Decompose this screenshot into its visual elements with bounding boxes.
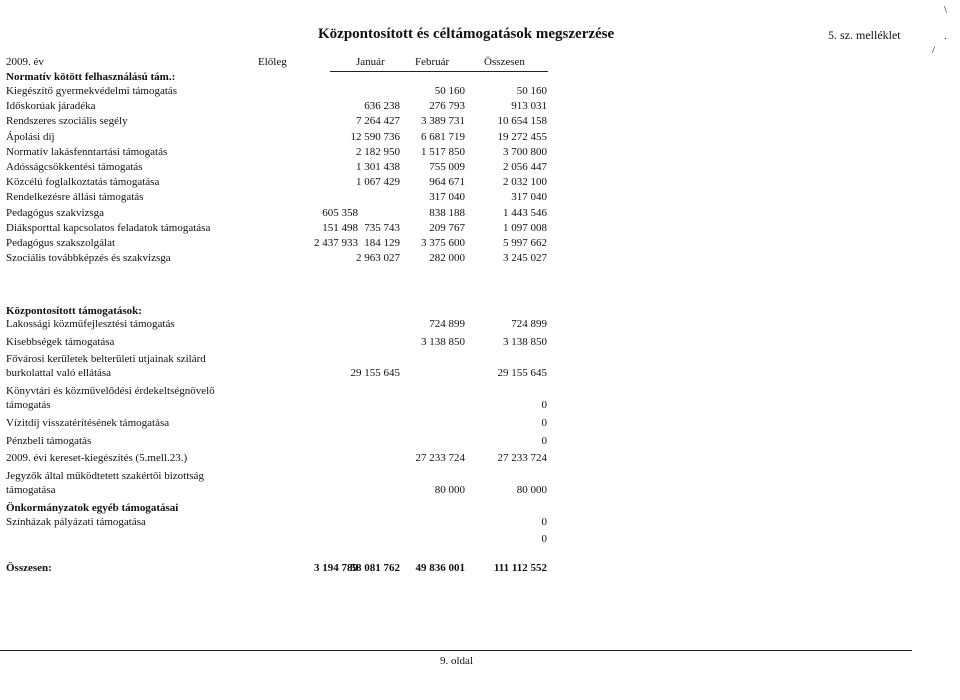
row-label: Könyvtári és közművelődési érdekeltségnövelő (6, 385, 215, 397)
cell-eloleg: 151 498 (322, 221, 358, 234)
cell-februar: 209 767 (429, 221, 465, 234)
section-title: Önkormányzatok egyéb támogatásai (6, 502, 179, 514)
cell-osszesen: 317 040 (511, 191, 547, 204)
row-label: Szociális továbbképzés és szakvizsga (6, 252, 171, 265)
cell-osszesen: 3 138 850 (503, 335, 547, 348)
cell-osszesen: 29 155 645 (497, 367, 547, 379)
cell-februar: 724 899 (429, 318, 465, 330)
cell-februar: 964 671 (429, 176, 465, 189)
cell-osszesen: 19 272 455 (497, 130, 547, 143)
row-label: Pénzbeli támogatás (6, 434, 92, 447)
corner-mark: \ (944, 4, 948, 16)
row-label: Rendszeres szociális segély (6, 115, 128, 128)
cell-januar: 636 238 (364, 100, 400, 113)
cell-februar: 317 040 (429, 191, 465, 204)
col-header-februar: Február (415, 56, 450, 68)
cell-februar: 3 375 600 (421, 237, 465, 249)
row-label: Diáksporttal kapcsolatos feladatok támogatása (6, 221, 211, 234)
cell-osszesen: 2 056 447 (503, 161, 547, 173)
row-label: Adósságcsökkentési támogatás (6, 161, 143, 173)
cell-februar: 755 009 (429, 161, 465, 173)
cell-januar: 1 067 429 (356, 176, 400, 189)
cell-eloleg: 2 437 933 (314, 237, 358, 249)
row-label: 2009. évi kereset-kiegészítés (5.mell.23.) (6, 452, 188, 464)
cell-osszesen: 10 654 158 (497, 115, 547, 128)
year-label: 2009. év (6, 56, 44, 68)
cell-februar: 276 793 (429, 100, 465, 113)
cell-februar: 80 000 (434, 483, 465, 496)
row-label: Pedagógus szakvizsga (6, 206, 105, 219)
row-label: Időskorúak járadéka (6, 100, 96, 113)
row-label: Színházak pályázati támogatása (6, 516, 146, 528)
cell-osszesen: 0 (541, 516, 547, 528)
total-januar: 58 081 762 (350, 562, 400, 574)
cell-januar: 2 963 027 (356, 252, 400, 265)
cell-osszesen: 0 (541, 434, 547, 447)
row-label: Normatív lakásfenntartási támogatás (6, 145, 168, 158)
row-label: Jegyzők által működtetett szakértői bizottság (6, 469, 204, 482)
col-header-eloleg: Előleg (258, 56, 287, 68)
col-header-osszesen: Összesen (484, 56, 525, 68)
header-underline (330, 71, 548, 72)
cell-osszesen: 724 899 (511, 318, 547, 330)
cell-osszesen: 3 245 027 (503, 252, 547, 265)
cell-osszesen: 5 997 662 (503, 237, 547, 249)
corner-mark: / (932, 44, 936, 56)
cell-januar: 184 129 (364, 237, 400, 249)
cell-februar: 6 681 719 (421, 130, 465, 143)
cell-januar: 1 301 438 (356, 161, 400, 173)
footer-rule (0, 650, 912, 651)
row-label-cont: támogatás (6, 399, 51, 411)
col-header-januar: Január (356, 56, 385, 68)
corner-mark: . (944, 30, 947, 42)
total-osszesen: 111 112 552 (493, 562, 547, 574)
row-label: Lakossági közműfejlesztési támogatás (6, 318, 175, 330)
row-label: Pedagógus szakszolgálat (6, 237, 116, 249)
cell-januar: 2 182 950 (356, 145, 400, 158)
page-number: 9. oldal (440, 655, 473, 667)
total-label: Összesen: (6, 562, 52, 574)
cell-osszesen: 1 097 008 (503, 221, 547, 234)
cell-januar: 7 264 427 (356, 115, 400, 128)
cell-osszesen: 0 (541, 399, 547, 411)
row-label: Közcélú foglalkoztatás támogatása (6, 176, 160, 189)
cell-januar: 29 155 645 (350, 367, 400, 379)
cell-osszesen: 1 443 546 (503, 206, 547, 219)
cell-februar: 27 233 724 (415, 452, 465, 464)
row-label: Fővárosi kerületek belterületi utjainak szilárd (6, 353, 206, 365)
annex-label: 5. sz. melléklet (828, 28, 901, 42)
row-label: Kiegészítő gyermekvédelmi támogatás (6, 85, 178, 97)
row-label: Rendelkezésre állási támogatás (6, 191, 144, 204)
cell-februar: 838 188 (429, 206, 465, 219)
cell-februar: 282 000 (429, 252, 465, 265)
row-label-cont: támogatása (6, 483, 56, 496)
total-eloleg: 3 194 789 (314, 562, 358, 574)
section-title: Központosított támogatások: (6, 305, 142, 317)
cell-februar: 50 160 (434, 85, 465, 97)
cell-osszesen: 3 700 800 (503, 145, 547, 158)
cell-osszesen: 2 032 100 (503, 176, 547, 189)
cell-februar: 1 517 850 (421, 145, 465, 158)
page-title: Központosított és céltámogatások megszerzése (318, 26, 615, 42)
cell-osszesen: 0 (541, 533, 547, 545)
section-title: Normatív kötött felhasználású tám.: (6, 71, 176, 83)
row-label: Kisebbségek támogatása (6, 335, 115, 348)
cell-osszesen: 0 (541, 417, 547, 429)
total-februar: 49 836 001 (415, 562, 465, 574)
cell-eloleg: 605 358 (322, 206, 358, 219)
row-label-cont: burkolattal való ellátása (6, 367, 112, 379)
row-label: Ápolási díj (6, 130, 55, 143)
cell-osszesen: 27 233 724 (497, 452, 547, 464)
cell-februar: 3 138 850 (421, 335, 465, 348)
cell-februar: 3 389 731 (421, 115, 465, 128)
cell-osszesen: 80 000 (516, 483, 547, 496)
cell-osszesen: 913 031 (511, 100, 547, 113)
cell-osszesen: 50 160 (516, 85, 547, 97)
row-label: Vízitdíj visszatérítésének támogatása (6, 417, 170, 429)
cell-januar: 12 590 736 (350, 130, 400, 143)
cell-januar: 735 743 (364, 221, 400, 234)
